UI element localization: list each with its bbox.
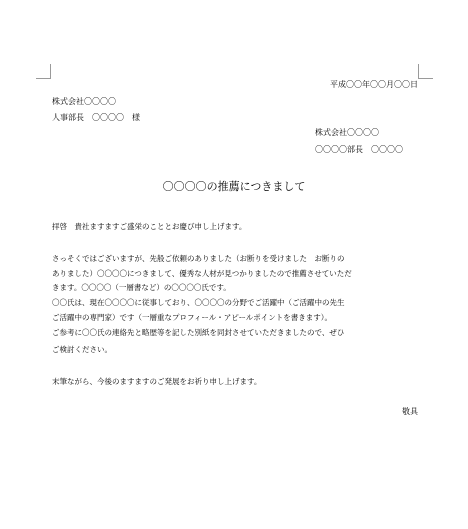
recipient-person: 人事部長 〇〇〇〇 様 (52, 113, 140, 122)
body-paragraph-1-line-1: さっそくではございますが、先般ご依頼のありました（お断りを受けました お断りの (52, 254, 345, 263)
sender-company: 株式会社〇〇〇〇 (315, 128, 379, 137)
greeting-line: 拝啓 貴社ますますご盛栄のこととお慶び申し上げます。 (52, 222, 247, 231)
body-paragraph-1-line-3: きます。〇〇〇〇（一層書など）の〇〇〇〇氏です。 (52, 283, 231, 292)
letter-title: 〇〇〇〇の推薦につきまして (162, 180, 306, 193)
body-paragraph-3-line-2: ご検討ください。 (52, 345, 112, 354)
crop-mark-top-right (418, 64, 433, 79)
letter-date: 平成〇〇年〇〇月〇〇日 (330, 80, 418, 89)
body-paragraph-2-line-2: ご活躍中の専門家）です（一層重なプロフィール・アピールポイントを書きます）。 (52, 313, 333, 322)
sender-person: 〇〇〇〇部長 〇〇〇〇 (315, 145, 403, 154)
closing-word: 敬具 (402, 407, 418, 416)
body-paragraph-3-line-1: ご参考に〇〇氏の連絡先と略歴等を記した別紙を同封させていただきましたので、ぜひ (52, 328, 345, 337)
recipient-company: 株式会社〇〇〇〇 (52, 97, 116, 106)
crop-mark-top-left (36, 64, 51, 79)
body-paragraph-2-line-1: 〇〇氏は、現在〇〇〇〇に従事しており、〇〇〇〇の分野でご活躍中（ご活躍中の先生 (52, 298, 345, 307)
body-paragraph-4-line-1: 末筆ながら、今後のますますのご発展をお祈り申し上げます。 (52, 377, 262, 386)
body-paragraph-1-line-2: ありました）〇〇〇〇につきまして、優秀な人材が見つかりましたので推薦させていただ (52, 269, 352, 278)
